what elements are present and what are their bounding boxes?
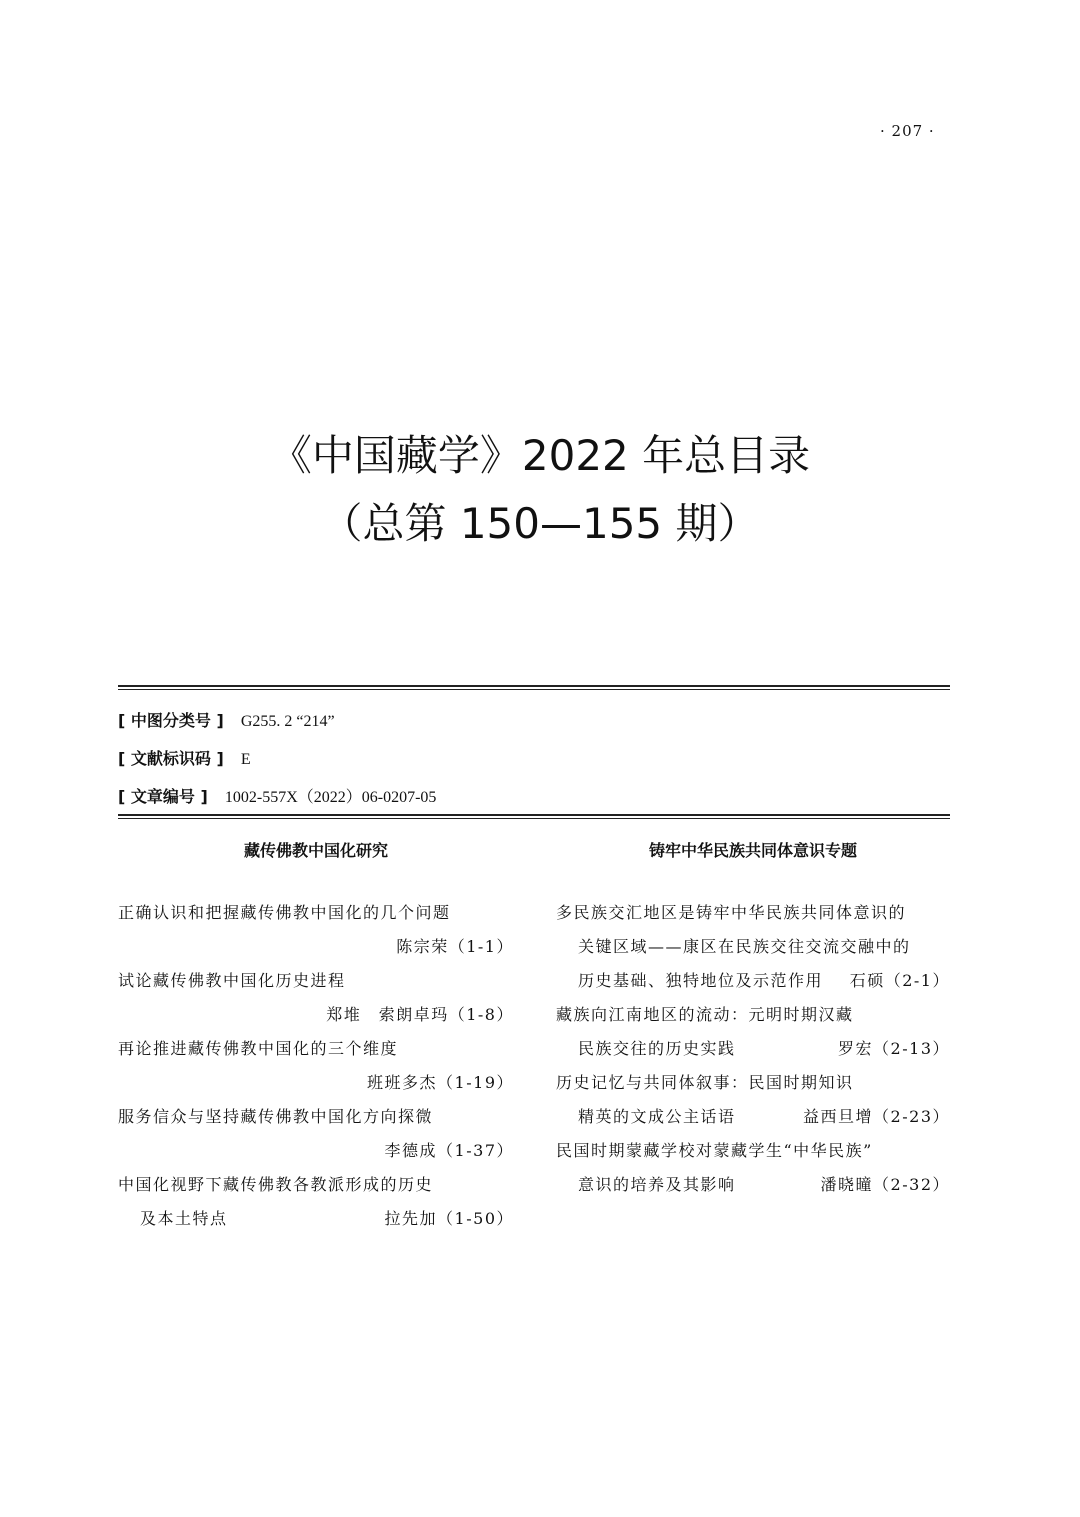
toc-entry xyxy=(118,1032,514,1100)
right-column xyxy=(556,836,950,1202)
entry-title: 再论推进藏传佛教中国化的三个维度 xyxy=(118,1039,399,1058)
meta-row-classification xyxy=(118,706,436,744)
title-line-2: （总第 150—155 期） xyxy=(320,499,760,548)
meta-row-document-code xyxy=(118,744,436,782)
entry-title-continued xyxy=(556,1168,950,1202)
entry-citation: 石硕（2-1） xyxy=(849,971,950,990)
entry-title: 民国时期蒙藏学校对蒙藏学生“中华民族” xyxy=(556,1141,873,1160)
entry-title-continued xyxy=(118,1202,514,1236)
entry-title-last-line: 民族交往的历史实践 xyxy=(578,1039,736,1058)
entry-citation: 班班多杰（1-19） xyxy=(367,1073,514,1092)
toc-entry xyxy=(556,1134,950,1202)
entry-title-last-line: 及本土特点 xyxy=(140,1209,228,1228)
entry-title-continued xyxy=(556,1032,950,1066)
article-metadata xyxy=(118,706,436,820)
meta-value: E xyxy=(240,751,251,768)
title-line-1: 《中国藏学》2022 年总目录 xyxy=(269,431,811,480)
toc-entry xyxy=(556,998,950,1066)
toc-entry xyxy=(556,896,950,998)
entry-title-continued xyxy=(556,964,950,998)
entry-title: 藏族向江南地区的流动：元明时期汉藏 xyxy=(556,1005,854,1024)
entry-citation: 拉先加（1-50） xyxy=(384,1209,514,1228)
entry-title: 试论藏传佛教中国化历史进程 xyxy=(118,971,346,990)
meta-value: 1002-557X（2022）06-0207-05 xyxy=(224,789,437,806)
meta-label: [ 中图分类号 ] xyxy=(118,711,224,730)
top-divider xyxy=(118,685,950,687)
entry-title-last-line: 历史基础、独特地位及示范作用 xyxy=(578,971,824,990)
meta-value: G255. 2 “214” xyxy=(240,713,335,730)
toc-entry xyxy=(118,896,514,964)
entry-title: 多民族交汇地区是铸牢中华民族共同体意识的 xyxy=(556,903,907,922)
entry-title: 服务信众与坚持藏传佛教中国化方向探微 xyxy=(118,1107,434,1126)
toc-entry xyxy=(118,1100,514,1168)
toc-entry xyxy=(118,1168,514,1236)
entry-citation: 郑堆 索朗卓玛（1-8） xyxy=(326,1005,514,1024)
entry-citation: 陈宗荣（1-1） xyxy=(396,937,514,956)
section-heading: 藏传佛教中国化研究 xyxy=(243,841,388,860)
meta-label: [ 文章编号 ] xyxy=(118,787,208,806)
entry-title-continued: 关键区域——康区在民族交往交流交融中的 xyxy=(578,937,911,956)
toc-entry xyxy=(118,964,514,1032)
entry-title-last-line: 意识的培养及其影响 xyxy=(578,1175,736,1194)
entry-title-continued xyxy=(556,1100,950,1134)
bottom-divider xyxy=(118,814,950,816)
section-heading: 铸牢中华民族共同体意识专题 xyxy=(648,841,857,860)
entry-title: 中国化视野下藏传佛教各教派形成的历史 xyxy=(118,1175,434,1194)
entry-citation: 李德成（1-37） xyxy=(384,1141,514,1160)
left-column xyxy=(118,836,514,1236)
meta-label: [ 文献标识码 ] xyxy=(118,749,224,768)
entry-title: 历史记忆与共同体叙事：民国时期知识 xyxy=(556,1073,854,1092)
page-number: · 207 · xyxy=(880,122,935,140)
page-title xyxy=(0,422,1080,558)
toc-entry xyxy=(556,1066,950,1134)
entry-citation: 罗宏（2-13） xyxy=(838,1039,950,1058)
entry-title-last-line: 精英的文成公主话语 xyxy=(578,1107,736,1126)
entry-citation: 益西旦增（2-23） xyxy=(803,1107,950,1126)
entry-citation: 潘晓曈（2-32） xyxy=(820,1175,950,1194)
entry-title: 正确认识和把握藏传佛教中国化的几个问题 xyxy=(118,903,451,922)
